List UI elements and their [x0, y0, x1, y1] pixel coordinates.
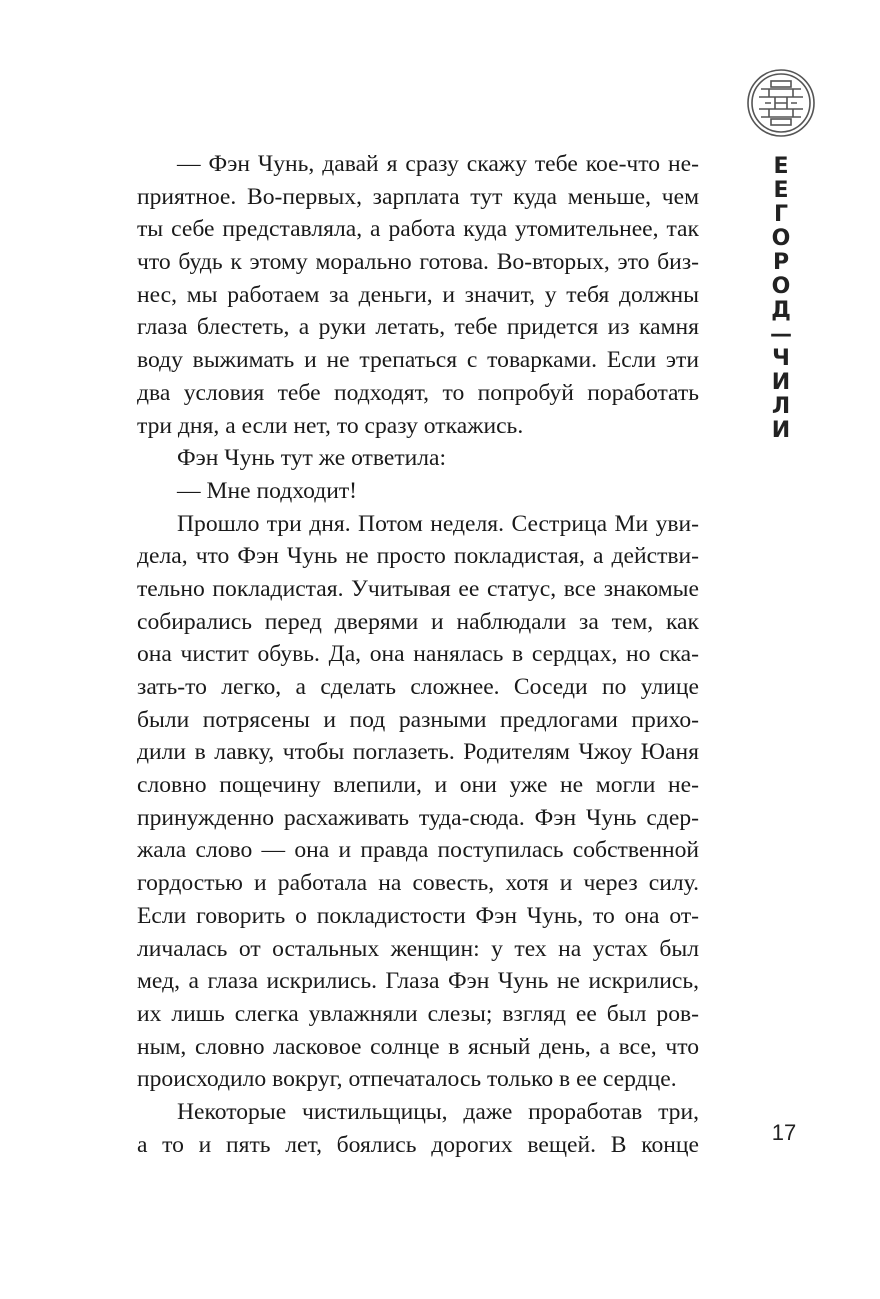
running-title-char: Ч [772, 346, 790, 371]
text-line: собирались перед дверями и наблюдали за тем, как [137, 608, 699, 635]
body-text [137, 148, 699, 1161]
text-line: словно пощечину влепили, и они уже не могли не- [137, 772, 699, 799]
text-line: зать-то легко, а сделать сложнее. Соседи по улице [137, 674, 699, 700]
text-line: три дня, а если нет, то сразу откажись. [137, 412, 524, 439]
text-line: дили в лавку, чтобы поглазеть. Родителям Чжоу Юаня [137, 739, 699, 766]
text-line: воду выжимать и не трепаться с товарками. Если эти [137, 347, 699, 374]
page-number: 17 [771, 1120, 797, 1145]
text-line: — Мне подходит! [177, 477, 358, 504]
text-line: были потрясены и под разными предлогами прихо- [137, 706, 699, 733]
text-line: принужденно расхаживать туда-сюда. Фэн Чунь сдер- [137, 804, 699, 831]
running-title-char: Д [771, 298, 791, 323]
text-line: Если говорить о покладистости Фэн Чунь, то она от- [137, 902, 699, 929]
running-title-char: И [771, 370, 791, 395]
running-title-char: И [771, 418, 791, 443]
text-line: глаза блестеть, а руки летать, тебе придется из камня [137, 314, 699, 341]
text-line: Фэн Чунь тут же ответила: [177, 445, 447, 472]
running-title-char: Г [773, 202, 789, 227]
text-line: тельно покладистая. Учитывая ее статус, все знакомые [137, 575, 699, 602]
running-title-vertical [763, 154, 799, 443]
text-line: происходило вокруг, отпечаталось только в ее сердце. [137, 1066, 677, 1093]
text-line: Прошло три дня. Потом неделя. Сестрица Ми уви- [177, 510, 699, 537]
text-line: она чистит обувь. Да, она нанялась в сердцах, но ска- [137, 641, 699, 668]
text-line: что будь к этому морально готова. Во-вторых, это биз- [137, 249, 699, 276]
running-title-char: О [771, 274, 791, 299]
text-line: гордостью и работала на совесть, хотя и через силу. [137, 870, 699, 897]
chinese-knot-ornament-icon [745, 67, 817, 139]
text-line: два условия тебе подходят, то попробуй поработать [137, 379, 699, 406]
text-line: мед, а глаза искрились. Глаза Фэн Чунь не искрились, [137, 968, 699, 995]
text-line: приятное. Во-первых, зарплата тут куда меньше, чем [137, 183, 699, 210]
running-title-char: Р [772, 250, 790, 275]
text-line: жала слово — она и правда поступилась собственной [137, 837, 699, 864]
text-line: — Фэн Чунь, давай я сразу скажу тебе кое-что не- [177, 151, 699, 177]
running-title-char: Е [773, 154, 789, 179]
running-title-char: Л [771, 394, 791, 419]
text-line: дела, что Фэн Чунь не просто покладистая, а действи- [137, 543, 699, 570]
text-line: ты себе представляла, а работа куда утомительнее, так [137, 216, 699, 243]
text-line: Некоторые чистильщицы, даже проработав три, [177, 1098, 699, 1125]
text-line: личалась от остальных женщин: у тех на устах был [137, 935, 699, 962]
text-line: нес, мы работаем за деньги, и значит, у тебя должны [137, 281, 699, 308]
running-title-char: Е [773, 178, 789, 203]
running-title-char: О [771, 226, 791, 251]
running-title-char: — [770, 322, 792, 347]
text-line: ным, словно ласковое солнце в ясный день, а все, что [137, 1033, 699, 1060]
text-line: их лишь слегка увлажняли слезы; взгляд ее был ров- [137, 1000, 699, 1027]
text-line: а то и пять лет, боялись дорогих вещей. В конце [137, 1131, 699, 1158]
